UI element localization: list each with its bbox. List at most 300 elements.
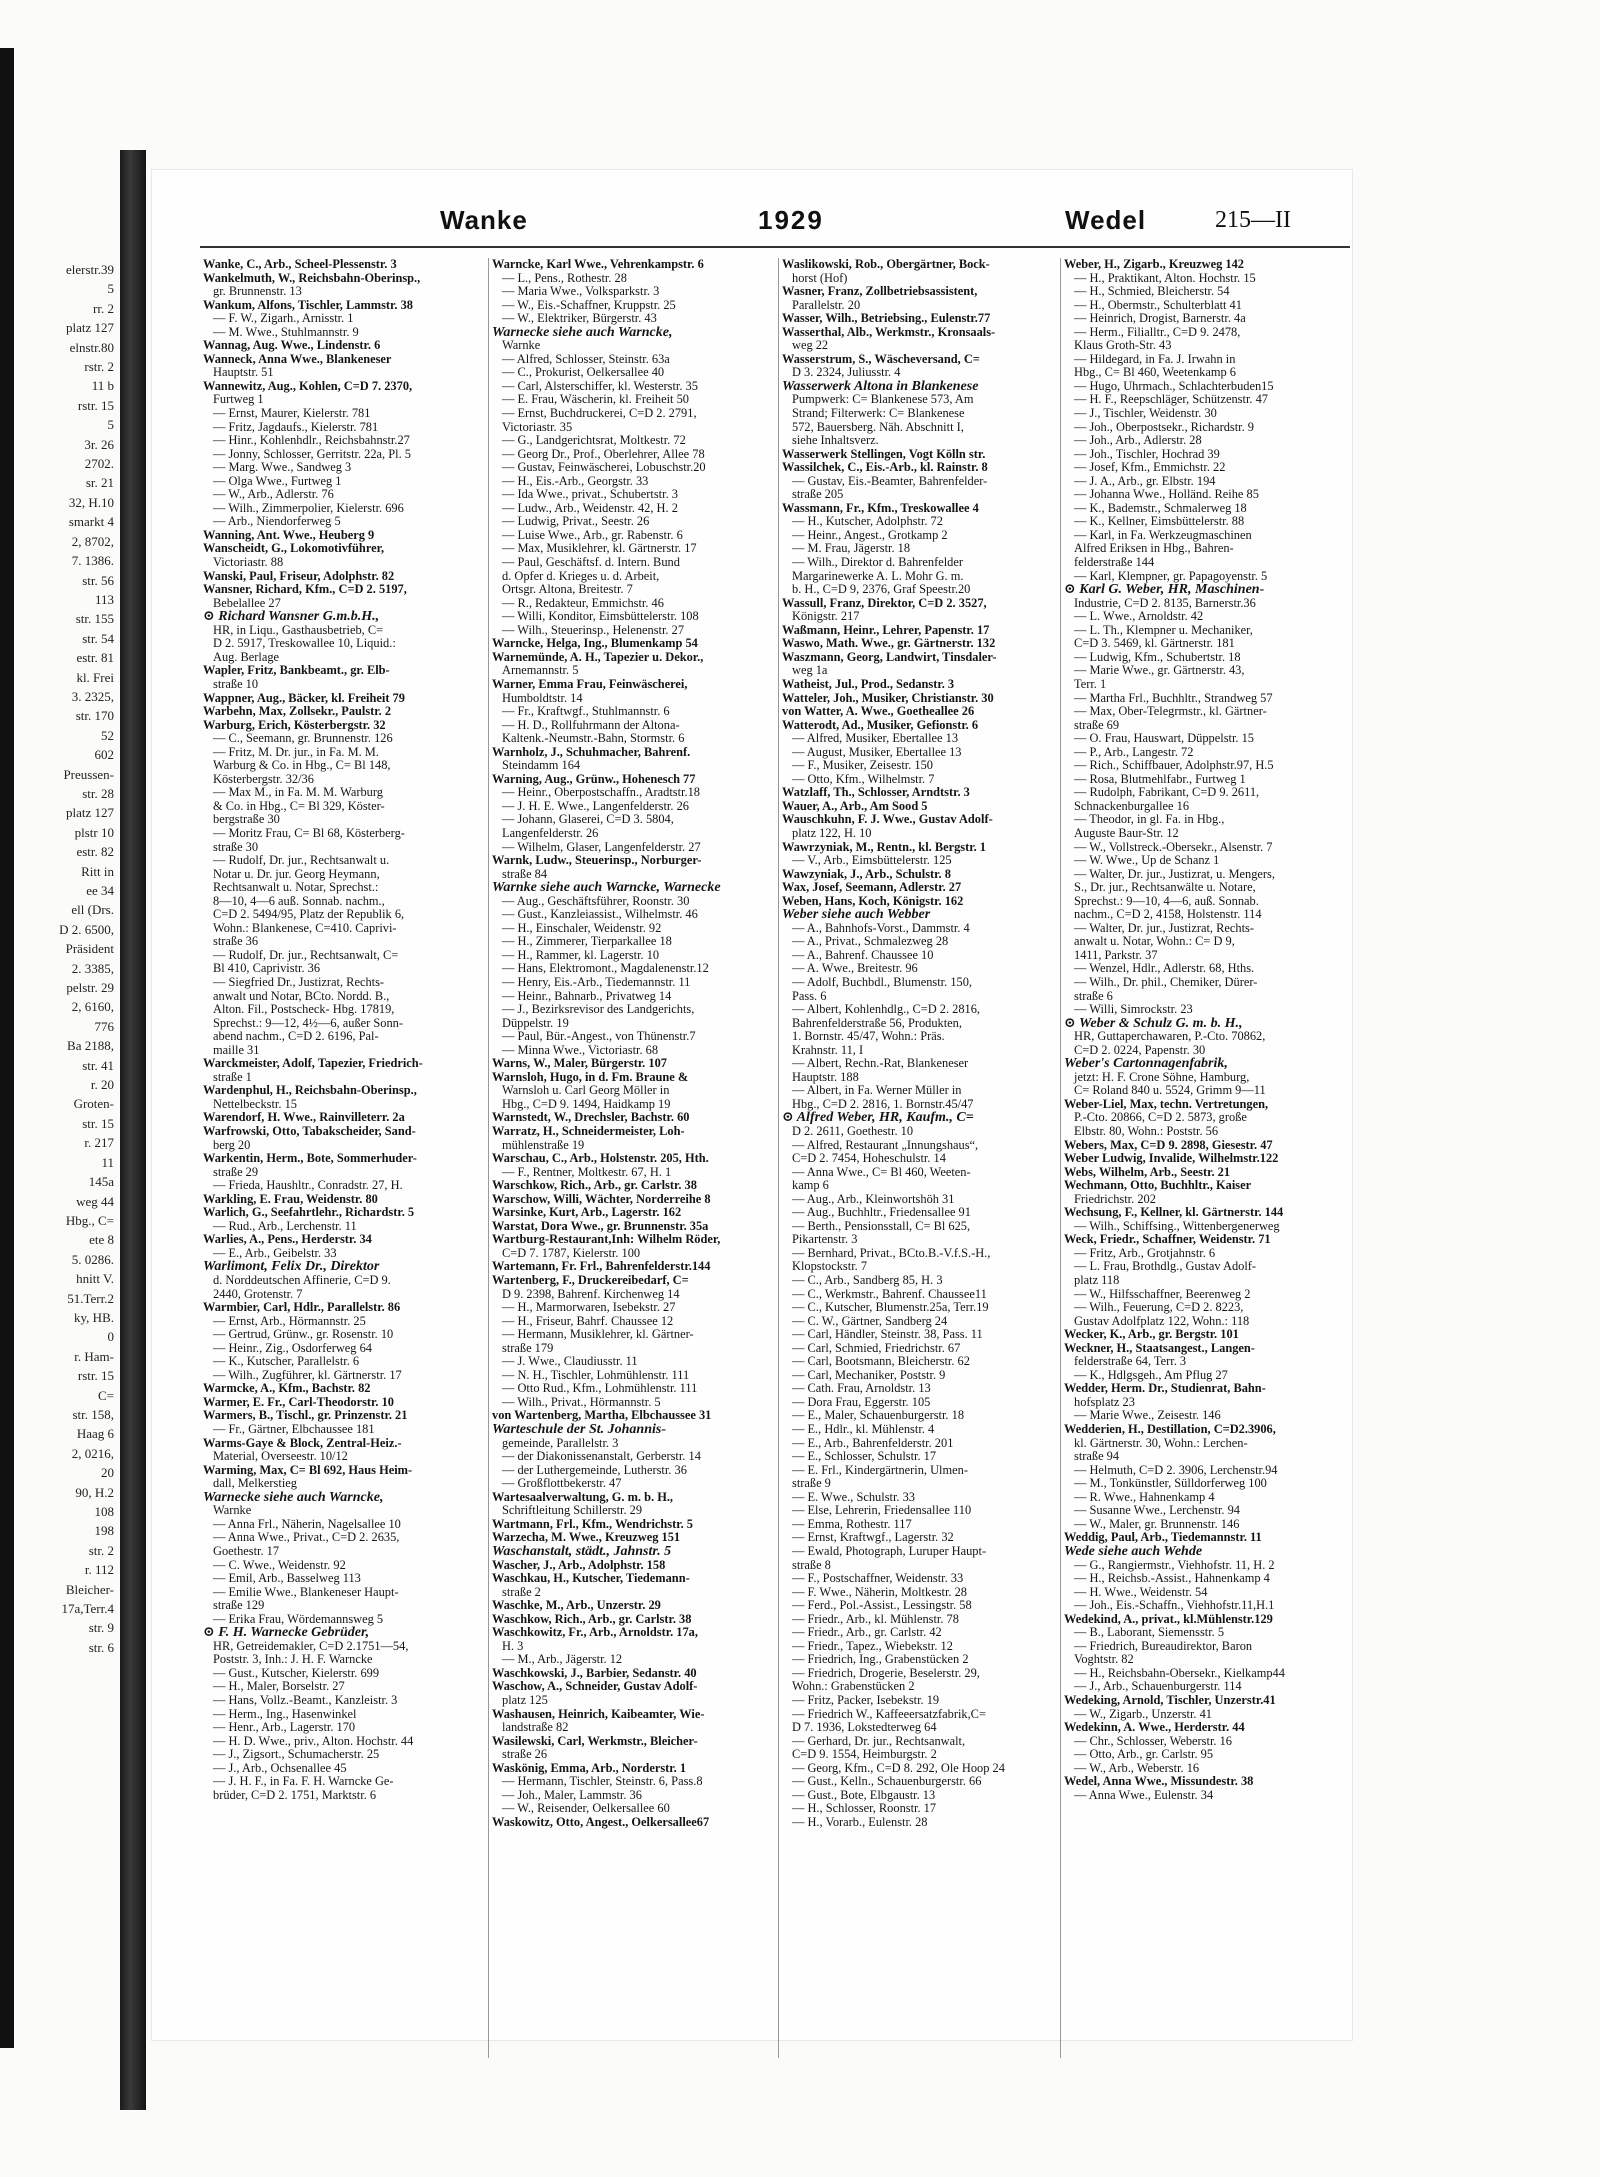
directory-entry-line: — F. W., Zigarh., Arnisstr. 1 [213, 312, 354, 326]
directory-entry-line: jetzt: H. F. Crone Söhne, Hamburg, [1074, 1070, 1250, 1084]
directory-entry-line: straße 10 [213, 677, 259, 691]
header-first-entry: Wanke [440, 205, 528, 235]
directory-entry-line: Weber siehe auch Webber [782, 908, 931, 922]
directory-entry-line: Pass. 6 [792, 989, 827, 1003]
directory-entry-line: Warnsloh, Hugo, in d. Fm. Braune & [492, 1070, 689, 1084]
directory-entry-line: Watheist, Jul., Prod., Sedanstr. 3 [782, 677, 955, 691]
directory-entry-line: Hauptstr. 188 [792, 1070, 859, 1084]
prev-page-line: 2. 3385, [71, 960, 114, 976]
directory-entry-line: — F., Rentner, Moltkestr. 67, H. 1 [502, 1165, 672, 1179]
directory-entry-line: HR, in Liqu., Gasthausbetrieb, C= [213, 623, 384, 637]
directory-entry-line: Steindamm 164 [502, 759, 581, 773]
directory-entry-line: Waschanstalt, städt., Jahnstr. 5 [492, 1544, 672, 1559]
directory-entry-line: — Heinr., Zig., Osdorferweg 64 [213, 1341, 372, 1355]
directory-entry-line: Wedderien, H., Destillation, C=D2.3906, [1064, 1423, 1276, 1437]
directory-entry-line: Warnholz, J., Schuhmacher, Bahrenf. [492, 745, 691, 759]
prev-page-line: 17a,Terr.4 [61, 1601, 114, 1617]
column-3 [782, 258, 1067, 2058]
directory-entry-line: — Minna Wwe., Victoriastr. 68 [502, 1043, 659, 1057]
directory-entry-line: — der Diakonissenanstalt, Gerberstr. 14 [502, 1450, 701, 1464]
directory-entry-line: ⊙ Weber & Schulz G. m. b. H., [1064, 1016, 1243, 1031]
directory-entry-line: — Wilh., Direktor d. Bahrenfelder [792, 556, 963, 570]
directory-entry-line: — M. Frau, Jägerstr. 18 [792, 542, 911, 556]
directory-entry-line: — E., Maler, Schauenburgerstr. 18 [792, 1409, 965, 1423]
directory-entry-line: 8—10, 4—6 auß. Sonnab. nachm., [213, 894, 385, 908]
directory-entry-line: — Berth., Pensionsstall, C= Bl 625, [792, 1219, 971, 1233]
header-last-entry: Wedel [1065, 205, 1147, 235]
directory-entry-line: — Henry, Eis.-Arb., Tiedemannstr. 11 [502, 975, 691, 989]
directory-entry-line: — K., Kutscher, Parallelstr. 6 [213, 1355, 360, 1369]
header-year: 1929 [758, 205, 824, 235]
directory-entry-line: — Theodor, in gl. Fa. in Hbg., [1074, 813, 1225, 827]
directory-entry-line: — C., Arb., Sandberg 85, H. 3 [792, 1274, 943, 1288]
directory-entry-line: felderstraße 144 [1074, 556, 1155, 570]
directory-entry-line: Washausen, Heinrich, Kaibeamter, Wie- [492, 1707, 705, 1721]
directory-entry-line: — Ludw., Arb., Weidenstr. 42, H. 2 [502, 501, 678, 515]
directory-entry-line: — Heinrich, Drogist, Barnerstr. 4a [1074, 312, 1246, 326]
directory-entry-line: — K., Kellner, Eimsbüttelerstr. 88 [1074, 515, 1245, 529]
prev-page-line: platz 127 [65, 320, 114, 336]
column-divider [488, 258, 489, 2058]
directory-entry-line: — Gust., Kelln., Schauenburgerstr. 66 [792, 1775, 982, 1789]
directory-entry-line: — J. H. E. Wwe., Langenfelderstr. 26 [502, 799, 689, 813]
prev-page-line: rr. 2 [93, 300, 114, 316]
directory-entry-line: Wasner, Franz, Zollbetriebsassistent, [782, 285, 978, 299]
directory-entry-line: Warnsloh u. Carl Georg Möller in [502, 1084, 670, 1098]
directory-entry-line: — Fr., Gärtner, Elbchaussee 181 [213, 1423, 375, 1437]
prev-page-line: ell (Drs. [71, 902, 114, 918]
prev-page-line: platz 127 [65, 805, 114, 821]
directory-entry-line: Wohn.: Grabenstücken 2 [792, 1680, 915, 1694]
directory-entry-line: Furtweg 1 [213, 393, 264, 407]
directory-entry-line: — Emil, Arb., Basselweg 113 [213, 1572, 361, 1586]
directory-entry-line: Warnke siehe auch Warncke, Warnecke [492, 881, 721, 895]
directory-entry-line: Wasserwerk Altona in Blankenese [782, 379, 979, 394]
directory-entry-line: C=D 2. 7454, Hoheschulstr. 14 [792, 1152, 946, 1166]
prev-page-line: 108 [94, 1504, 114, 1519]
directory-entry-line: Rechtsanwalt u. Notar, Sprechst.: [213, 881, 379, 895]
prev-page-line: estr. 82 [76, 844, 114, 860]
directory-entry-line: — Frieda, Haushltr., Conradstr. 27, H. [213, 1179, 403, 1193]
prev-page-line: C= [97, 1387, 114, 1403]
directory-entry-line: straße 8 [792, 1558, 831, 1572]
prev-page-line: str. 41 [82, 1057, 114, 1073]
prev-page-line: pelstr. 29 [66, 980, 114, 996]
directory-entry-line: weg 1a [792, 664, 828, 678]
directory-entry-line: — Wenzel, Hdlr., Adlerstr. 68, Hths. [1074, 962, 1255, 976]
directory-entry-line: — H. D. Wwe., priv., Alton. Hochstr. 44 [213, 1734, 414, 1748]
directory-entry-line: maille 31 [213, 1043, 260, 1057]
directory-entry-line: straße 9 [792, 1477, 831, 1491]
directory-entry-line: — O. Frau, Hauswart, Düppelstr. 15 [1074, 732, 1254, 746]
prev-page-line: plstr 10 [74, 824, 114, 840]
directory-entry-line: Watterodt, Ad., Musiker, Gefionstr. 6 [782, 718, 979, 732]
prev-page-line: weg 44 [76, 1193, 114, 1209]
directory-entry-line: — Friedrich, Bureaudirektor, Baron [1074, 1639, 1253, 1653]
directory-entry-line: 572, Bauersberg. Näh. Abschnitt I, [792, 420, 964, 434]
directory-entry-line: Strand; Filterwerk: C= Blankenese [792, 407, 965, 421]
directory-entry-line: — E., Hdlr., kl. Mühlenstr. 4 [792, 1423, 935, 1437]
prev-page-line: 32, H.10 [68, 494, 114, 510]
directory-entry-line: straße 69 [1074, 718, 1120, 732]
directory-entry-line: Warncke, Helga, Ing., Blumenkamp 54 [492, 637, 698, 651]
directory-entry-line: C=D 9. 1554, Heimburgstr. 2 [792, 1748, 937, 1762]
directory-entry-line: felderstraße 64, Terr. 3 [1074, 1355, 1187, 1369]
directory-entry-line: hofsplatz 23 [1074, 1395, 1135, 1409]
directory-entry-line: Warns, W., Maler, Bürgerstr. 107 [492, 1057, 667, 1071]
prev-page-line: 2, 6160, [71, 999, 114, 1015]
directory-entry-line: — Johanna Wwe., Holländ. Reihe 85 [1074, 488, 1259, 502]
directory-entry-line: Wannewitz, Aug., Kohlen, C=D 7. 2370, [203, 379, 413, 393]
directory-entry-line: Wartesaalverwaltung, G. m. b. H., [492, 1490, 674, 1504]
directory-entry-line: horst (Hof) [792, 271, 848, 285]
prev-page-line: 5 [107, 281, 114, 297]
prev-page-line: 0 [107, 1329, 114, 1345]
prev-page-line: 198 [94, 1523, 114, 1539]
directory-entry-line: Hbg., C= Bl 460, Weetenkamp 6 [1074, 366, 1237, 380]
directory-entry-line: — Jonny, Schlosser, Gerritstr. 22a, Pl. 5 [213, 447, 411, 461]
directory-entry-line: Warschau, C., Arb., Holstenstr. 205, Hth. [492, 1152, 709, 1166]
directory-entry-line: — der Luthergemeinde, Lutherstr. 36 [502, 1463, 687, 1477]
directory-entry-line: — Emilie Wwe., Blankeneser Haupt- [213, 1585, 399, 1599]
directory-entry-line: — Bernhard, Privat., BCto.B.-V.f.S.-H., [792, 1246, 991, 1260]
directory-entry-line: — Arb., Niendorferweg 5 [213, 515, 341, 529]
directory-entry-line: Wartemann, Fr. Frl., Bahrenfelderstr.144 [492, 1260, 711, 1274]
directory-entry-line: — Herm., Filialltr., C=D 9. 2478, [1074, 325, 1241, 339]
directory-entry-line: — G., Rangiermstr., Viehhofstr. 11, H. 2 [1074, 1558, 1275, 1572]
directory-entry-line: berg 20 [213, 1138, 251, 1152]
directory-entry-line: Wankum, Alfons, Tischler, Lammstr. 38 [203, 298, 413, 312]
directory-entry-line: mühlenstraße 19 [502, 1138, 585, 1152]
directory-entry-line: Weddig, Paul, Arb., Tiedemannstr. 11 [1064, 1531, 1262, 1545]
directory-entry-line: Weber Ludwig, Invalide, Wilhelmstr.122 [1064, 1152, 1279, 1166]
directory-entry-line: Goethestr. 17 [213, 1544, 280, 1558]
directory-entry-line: Wansner, Richard, Kfm., C=D 2. 5197, [203, 583, 407, 597]
prev-page-line: Hbg., C= [65, 1212, 114, 1228]
directory-entry-line: — L. Frau, Brothdlg., Gustav Adolf- [1074, 1260, 1257, 1274]
directory-entry-line: C= Roland 840 u. 5524, Grimm 9—11 [1074, 1084, 1266, 1098]
directory-entry-line: — Siegfried Dr., Justizrat, Rechts- [213, 975, 385, 989]
directory-entry-line: — Heinr., Oberpostschaffn., Aradtstr.18 [502, 786, 700, 800]
directory-entry-line: Weben, Hans, Koch, Königstr. 162 [782, 894, 964, 908]
directory-entry-line: Waschkau, H., Kutscher, Tiedemann- [492, 1572, 690, 1586]
directory-entry-line: — H., Reichsb.-Assist., Hahnenkamp 4 [1074, 1572, 1270, 1586]
directory-entry-line: — August, Musiker, Ebertallee 13 [792, 745, 962, 759]
prev-page-line: Haag 6 [76, 1426, 114, 1442]
directory-entry-line: — W., Elektriker, Bürgerstr. 43 [502, 312, 657, 326]
prev-page-line: Preussen- [63, 766, 114, 782]
directory-entry-line: — W., Eis.-Schaffner, Kruppstr. 25 [502, 298, 676, 312]
prev-page-line: 776 [94, 1018, 114, 1034]
directory-entry-line: 1411, Parkstr. 37 [1074, 948, 1158, 962]
directory-entry-line: — H., Schlosser, Roonstr. 17 [792, 1802, 937, 1816]
directory-entry-line: Webers, Max, C=D 9. 2898, Giesestr. 47 [1064, 1138, 1273, 1152]
directory-entry-line: Wanscheidt, G., Lokomotivführer, [203, 542, 385, 556]
directory-entry-line: Auguste Baur-Str. 12 [1074, 826, 1179, 840]
directory-entry-line: — E., Schlosser, Schulstr. 17 [792, 1450, 937, 1464]
directory-entry-line: — E., Arb., Bahrenfelderstr. 201 [792, 1436, 954, 1450]
directory-entry-line: — Fritz, Packer, Isebekstr. 19 [792, 1693, 940, 1707]
directory-entry-line: Warlimont, Felix Dr., Direktor [203, 1260, 380, 1275]
directory-entry-line: C=D 2. 0224, Papenstr. 30 [1074, 1043, 1206, 1057]
prev-page-line: rstr. 2 [84, 359, 114, 375]
directory-entry-line: — A., Privat., Schmalezweg 28 [792, 935, 949, 949]
directory-entry-line: — J., Tischler, Weidenstr. 30 [1074, 407, 1217, 421]
directory-entry-line: Wardenphul, H., Reichsbahn-Oberinsp., [203, 1084, 417, 1098]
directory-entry-line: — H., Vorarb., Eulenstr. 28 [792, 1815, 928, 1829]
prev-page-line: 52 [101, 727, 114, 743]
directory-entry-line: landstraße 82 [502, 1721, 569, 1735]
prev-page-line: sr. 21 [85, 475, 114, 491]
directory-entry-line: — W., Zigarb., Unzerstr. 41 [1074, 1707, 1212, 1721]
directory-entry-line: — Gust., Kanzleiassist., Wilhelmstr. 46 [502, 908, 698, 922]
directory-entry-line: Wassull, Franz, Direktor, C=D 2. 3527, [782, 596, 987, 610]
prev-page-line: 2, 0216, [71, 1445, 114, 1461]
directory-entry-line: straße 84 [502, 867, 548, 881]
prev-page-line: Bleicher- [65, 1581, 114, 1597]
directory-entry-line: — Paul, Geschäftsf. d. Intern. Bund [502, 556, 680, 570]
directory-entry-line: — Ernst, Maurer, Kielerstr. 781 [213, 407, 371, 421]
directory-entry-line: — J., Bezirksrevisor des Landgerichts, [502, 1003, 695, 1017]
directory-entry-line: — K., Bademstr., Schmalerweg 18 [1074, 501, 1247, 515]
directory-entry-line: Wawzyniak, J., Arb., Schulstr. 8 [782, 867, 951, 881]
directory-entry-line: Parallelstr. 20 [792, 298, 861, 312]
directory-entry-line: — W., Arb., Adlerstr. 76 [213, 488, 334, 502]
directory-entry-line: — C., Werkmstr., Bahrenf. Chaussee11 [792, 1287, 987, 1301]
directory-entry-line: platz 125 [502, 1693, 548, 1707]
directory-entry-line: Wannag, Aug. Wwe., Lindenstr. 6 [203, 339, 381, 353]
column-divider [1060, 258, 1061, 2058]
directory-entry-line: gemeinde, Parallelstr. 3 [502, 1436, 619, 1450]
prev-page-line: str. 170 [75, 708, 114, 724]
directory-entry-line: Wapler, Fritz, Bankbeamt., gr. Elb- [203, 664, 390, 678]
directory-entry-line: Alton. Fil., Postscheck- Hbg. 17819, [213, 1003, 395, 1017]
directory-entry-line: Wappner, Aug., Bäcker, kl. Freiheit 79 [203, 691, 405, 705]
directory-entry-line: Warratz, H., Schneidermeister, Loh- [492, 1125, 685, 1138]
directory-entry-line: & Co. in Hbg., C= Bl 329, Köster- [213, 799, 385, 813]
directory-entry-line: — H., Rammer, kl. Lagerstr. 10 [502, 948, 660, 962]
page-number: 215—II [1215, 207, 1291, 233]
directory-entry-line: — M. Wwe., Stuhlmannstr. 9 [213, 325, 359, 339]
directory-entry-line: Wasserstrum, S., Wäscheversand, C= [782, 352, 980, 366]
directory-entry-line: Warschow, Willi, Wächter, Norderreihe 8 [492, 1192, 711, 1206]
directory-entry-line: straße 1 [213, 1070, 252, 1084]
directory-entry-line: — Martha Frl., Buchhltr., Strandweg 57 [1074, 691, 1273, 705]
directory-entry-line: — Hermann, Tischler, Steinstr. 6, Pass.8 [502, 1775, 703, 1789]
directory-entry-line: Klopstockstr. 7 [792, 1260, 868, 1274]
directory-entry-line: — H., Schmied, Bleicherstr. 54 [1074, 285, 1230, 299]
directory-entry-line: ⊙ Alfred Weber, HR, Kaufm., C= [782, 1111, 974, 1125]
directory-entry-line: — W., Hilfsschaffner, Beerenweg 2 [1074, 1287, 1251, 1301]
directory-entry-line: Humboldtstr. 14 [502, 691, 583, 705]
prev-page-line: 113 [94, 591, 114, 607]
directory-entry-line: Wedeking, Arnold, Tischler, Unzerstr.41 [1064, 1693, 1276, 1707]
directory-entry-line: — V., Arb., Eimsbüttelerstr. 125 [792, 854, 952, 868]
directory-entry-line: Warming, Max, C= Bl 692, Haus Heim- [203, 1463, 413, 1477]
directory-entry-line: — Erika Frau, Wördemannsweg 5 [213, 1612, 384, 1626]
directory-entry-line: Victoriastr. 88 [213, 556, 284, 570]
directory-entry-line: Sprechst.: 9—10, 4—6, auß. Sonnab. [1074, 894, 1259, 908]
directory-entry-line: ⊙ F. H. Warnecke Gebrüder, [203, 1626, 370, 1640]
directory-entry-line: — Joh., Eis.-Schaffn., Viehhofstr.11,H.1 [1074, 1599, 1275, 1613]
directory-entry-line: — Else, Lehrerin, Friedensallee 110 [792, 1504, 972, 1518]
column-divider [778, 258, 779, 2058]
directory-entry-line: — Rosa, Blutmehlfabr., Furtweg 1 [1074, 772, 1246, 786]
directory-entry-line: — Fritz, Jagdaufs., Kielerstr. 781 [213, 420, 379, 434]
directory-entry-line: Waschkowski, J., Barbier, Sedanstr. 40 [492, 1666, 697, 1680]
directory-entry-line: Düppelstr. 19 [502, 1016, 569, 1030]
prev-page-line: Präsident [65, 941, 114, 957]
directory-entry-line: HR, Guttaperchawaren, P.-Cto. 70862, [1074, 1030, 1266, 1044]
directory-entry-line: Wedder, Herm. Dr., Studienrat, Bahn- [1064, 1382, 1266, 1396]
directory-entry-line: — Anna Frl., Näherin, Nagelsallee 10 [213, 1517, 401, 1531]
prev-page-line: Groten- [73, 1096, 114, 1112]
directory-entry-line: — E., Arb., Geibelstr. 33 [213, 1246, 337, 1260]
directory-entry-line: — Georg Dr., Prof., Oberlehrer, Allee 78 [502, 447, 705, 461]
directory-entry-line: straße 94 [1074, 1450, 1120, 1464]
directory-entry-line: Warkling, E. Frau, Weidenstr. 80 [203, 1192, 378, 1206]
directory-entry-line: — Albert, in Fa. Werner Müller in [792, 1084, 962, 1098]
directory-entry-line: — Gerhard, Dr. jur., Rechtsanwalt, [792, 1734, 966, 1748]
directory-entry-line: Wawrzyniak, M., Rentn., kl. Bergstr. 1 [782, 840, 986, 854]
directory-entry-line: Warbehn, Max, Zollsekr., Paulstr. 2 [203, 705, 392, 719]
directory-entry-line: Warncke, Karl Wwe., Vehrenkampstr. 6 [492, 258, 704, 271]
directory-entry-line: Waßmann, Heinr., Lehrer, Papenstr. 17 [782, 623, 990, 637]
previous-page-fragment [14, 260, 120, 2000]
directory-entry-line: — Olga Wwe., Furtweg 1 [213, 474, 342, 488]
directory-entry-line: Krahnstr. 11, I [792, 1043, 864, 1057]
directory-entry-line: straße 2 [502, 1585, 541, 1599]
directory-entry-line: — Marie Wwe., gr. Gärtnerstr. 43, [1074, 664, 1245, 678]
directory-entry-line: Wartburg-Restaurant,Inh: Wilhelm Röder, [492, 1233, 721, 1247]
directory-entry-line: Warteschule der St. Johannis- [492, 1423, 666, 1437]
directory-entry-line: Weber-Liel, Max, techn. Vertretungen, [1064, 1097, 1269, 1111]
directory-entry-line: Weber, H., Zigarb., Kreuzweg 142 [1064, 258, 1244, 271]
directory-entry-line: anwalt u. Notar, Wohn.: C= D 9, [1074, 935, 1235, 949]
directory-entry-line: — Dora Frau, Eggerstr. 105 [792, 1395, 931, 1409]
directory-entry-line: — Carl, Händler, Steinstr. 38, Pass. 11 [792, 1328, 983, 1342]
directory-entry-line: Warning, Aug., Grünw., Hohenesch 77 [492, 772, 696, 786]
directory-entry-line: — Alfred, Musiker, Ebertallee 13 [792, 732, 959, 746]
directory-entry-line: — Otto, Kfm., Wilhelmstr. 7 [792, 772, 935, 786]
directory-entry-line: 2440, Grotenstr. 7 [213, 1287, 303, 1301]
prev-page-line: r. Ham- [74, 1348, 114, 1364]
directory-entry-line: Weck, Friedr., Schaffner, Weidenstr. 71 [1064, 1233, 1271, 1247]
directory-entry-line: — N. H., Tischler, Lohmühlenstr. 111 [502, 1368, 690, 1382]
directory-entry-line: — Willi, Konditor, Eimsbüttelerstr. 108 [502, 610, 699, 624]
prev-page-line: 20 [101, 1465, 114, 1481]
directory-entry-line: dall, Melkerstieg [213, 1477, 297, 1491]
directory-entry-line: — Friedr., Tapez., Wiebekstr. 12 [792, 1639, 953, 1653]
directory-entry-line: ⊙ Karl G. Weber, HR, Maschinen- [1064, 583, 1265, 597]
directory-entry-line: — H., Praktikant, Alton. Hochstr. 15 [1074, 271, 1256, 285]
directory-entry-line: — Heinr., Bahnarb., Privatweg 14 [502, 989, 672, 1003]
directory-entry-line: — Hermann, Musiklehrer, kl. Gärtner- [502, 1328, 694, 1342]
directory-entry-line: — Joh., Maler, Lammstr. 36 [502, 1788, 642, 1802]
directory-entry-line: — Cath. Frau, Arnoldstr. 13 [792, 1382, 931, 1396]
directory-entry-line: Waslikowski, Rob., Obergärtner, Bock- [782, 258, 990, 271]
directory-entry-line: Warnecke siehe auch Warncke, [203, 1490, 384, 1505]
directory-entry-line: — Aug., Arb., Kleinwortshöh 31 [792, 1192, 955, 1206]
directory-entry-line: — Marg. Wwe., Sandweg 3 [213, 461, 352, 475]
directory-entry-line: — H., Maler, Borselstr. 27 [213, 1680, 345, 1694]
directory-entry-line: — J. H. F., in Fa. F. H. Warncke Ge- [213, 1775, 394, 1789]
directory-entry-line: — Hildegard, in Fa. J. Irwahn in [1074, 352, 1236, 366]
directory-entry-line: — Otto Rud., Kfm., Lohmühlenstr. 111 [502, 1382, 698, 1396]
directory-entry-line: — H., Einschaler, Weidenstr. 92 [502, 921, 662, 935]
directory-entry-line: Waskönig, Emma, Arb., Norderstr. 1 [492, 1761, 687, 1775]
header-rule [200, 246, 1350, 248]
directory-entry-line: — Marie Wwe., Zeisestr. 146 [1074, 1409, 1221, 1423]
prev-page-line: kl. Frei [76, 669, 114, 685]
directory-entry-line: — H., Reichsbahn-Obersekr., Kielkamp44 [1074, 1666, 1285, 1680]
directory-entry-line: — Carl, Alsterschiffer, kl. Westerstr. 35 [502, 379, 698, 393]
directory-entry-line: Friedrichstr. 202 [1074, 1192, 1156, 1206]
directory-entry-line: — Henr., Arb., Lagerstr. 170 [213, 1721, 356, 1735]
directory-entry-line: — Susanne Wwe., Lerchenstr. 94 [1074, 1504, 1240, 1518]
directory-entry-line: — J. Wwe., Claudiusstr. 11 [502, 1355, 638, 1369]
directory-entry-line: straße 6 [1074, 989, 1113, 1003]
directory-entry-line: Victoriastr. 35 [502, 420, 573, 434]
directory-entry-line: Wasserwerk Stellingen, Vogt Kölln str. [782, 447, 986, 461]
directory-entry-line: — Paul, Bür.-Angest., von Thünenstr.7 [502, 1030, 696, 1044]
directory-entry-line: Warkentin, Herm., Bote, Sommerhuder- [203, 1152, 417, 1166]
directory-entry-line: Hbg., C=D 2. 2816, 1. Bornstr.45/47 [792, 1097, 974, 1111]
directory-entry-line: — Hugo, Uhrmach., Schlachterbuden15 [1074, 379, 1274, 393]
directory-entry-line: — E. Frau, Wäscherin, kl. Freiheit 50 [502, 393, 689, 407]
directory-entry-line: — Luise Wwe., Arb., gr. Rabenstr. 6 [502, 528, 683, 542]
directory-entry-line: Langenfelderstr. 26 [502, 826, 599, 840]
directory-entry-line: — J., Zigsort., Schumacherstr. 25 [213, 1748, 380, 1762]
directory-entry-line: Wanke, C., Arb., Scheel-Plessenstr. 3 [203, 258, 397, 271]
directory-entry-line: Waschow, A., Schneider, Gustav Adolf- [492, 1680, 698, 1694]
directory-entry-line: straße 179 [502, 1341, 554, 1355]
directory-entry-line: Wassmann, Fr., Kfm., Treskowallee 4 [782, 501, 979, 515]
directory-entry-line: — Ferd., Pol.-Assist., Lessingstr. 58 [792, 1599, 972, 1613]
directory-entry-line: Waschkow, Rich., Arb., gr. Carlstr. 38 [492, 1612, 692, 1626]
directory-entry-line: — Aug., Buchhltr., Friedensallee 91 [792, 1206, 971, 1220]
prev-page-line: str. 6 [88, 1639, 114, 1655]
directory-entry-line: Wecker, K., Arb., gr. Bergstr. 101 [1064, 1328, 1239, 1342]
directory-entry-line: Wedel, Anna Wwe., Missundestr. 38 [1064, 1775, 1254, 1789]
prev-page-line: str. 56 [82, 572, 114, 588]
prev-page-line: ee 34 [86, 883, 114, 898]
directory-entry-line: Notar u. Dr. jur. Georg Heymann, [213, 867, 380, 881]
directory-entry-line: — Gertrud, Grünw., gr. Rosenstr. 10 [213, 1328, 394, 1342]
directory-entry-line: Ortsgr. Altona, Breitestr. 7 [502, 583, 633, 597]
directory-entry-line: straße 29 [213, 1165, 259, 1179]
prev-page-line: 7. 1386. [71, 553, 114, 569]
directory-entry-line: — Rudolf, Dr. jur., Rechtsanwalt, C= [213, 948, 399, 962]
directory-entry-line: — Gust., Kutscher, Kielerstr. 699 [213, 1666, 380, 1680]
prev-page-line: 90, H.2 [75, 1484, 114, 1500]
directory-entry-line: — W., Vollstreck.-Obersekr., Alsenstr. 7 [1074, 840, 1273, 854]
directory-entry-line: — Chr., Schlosser, Weberstr. 16 [1074, 1734, 1232, 1748]
directory-entry-line: — C. Wwe., Weidenstr. 92 [213, 1558, 346, 1572]
directory-entry-line: Waswo, Math. Wwe., gr. Gärtnerstr. 132 [782, 637, 996, 651]
directory-entry-line: — R. Wwe., Hahnenkamp 4 [1074, 1490, 1215, 1504]
directory-entry-line: — Carl, Mechaniker, Poststr. 9 [792, 1368, 946, 1382]
directory-entry-line: Material, Overseestr. 10/12 [213, 1450, 348, 1464]
directory-entry-line: straße 205 [792, 488, 844, 502]
directory-entry-line: — Otto, Arb., gr. Carlstr. 95 [1074, 1748, 1214, 1762]
directory-entry-line: Wasserthal, Alb., Werkmstr., Kronsaals- [782, 325, 996, 339]
column-4 [1064, 258, 1349, 2058]
directory-entry-line: C=D 3. 5469, kl. Gärtnerstr. 181 [1074, 637, 1235, 651]
directory-entry-line: — W., Reisender, Oelkersallee 60 [502, 1802, 670, 1816]
directory-entry-line: Königstr. 217 [792, 610, 860, 624]
directory-entry-line: — K., Hdlgsgeh., Am Pflug 27 [1074, 1368, 1228, 1382]
